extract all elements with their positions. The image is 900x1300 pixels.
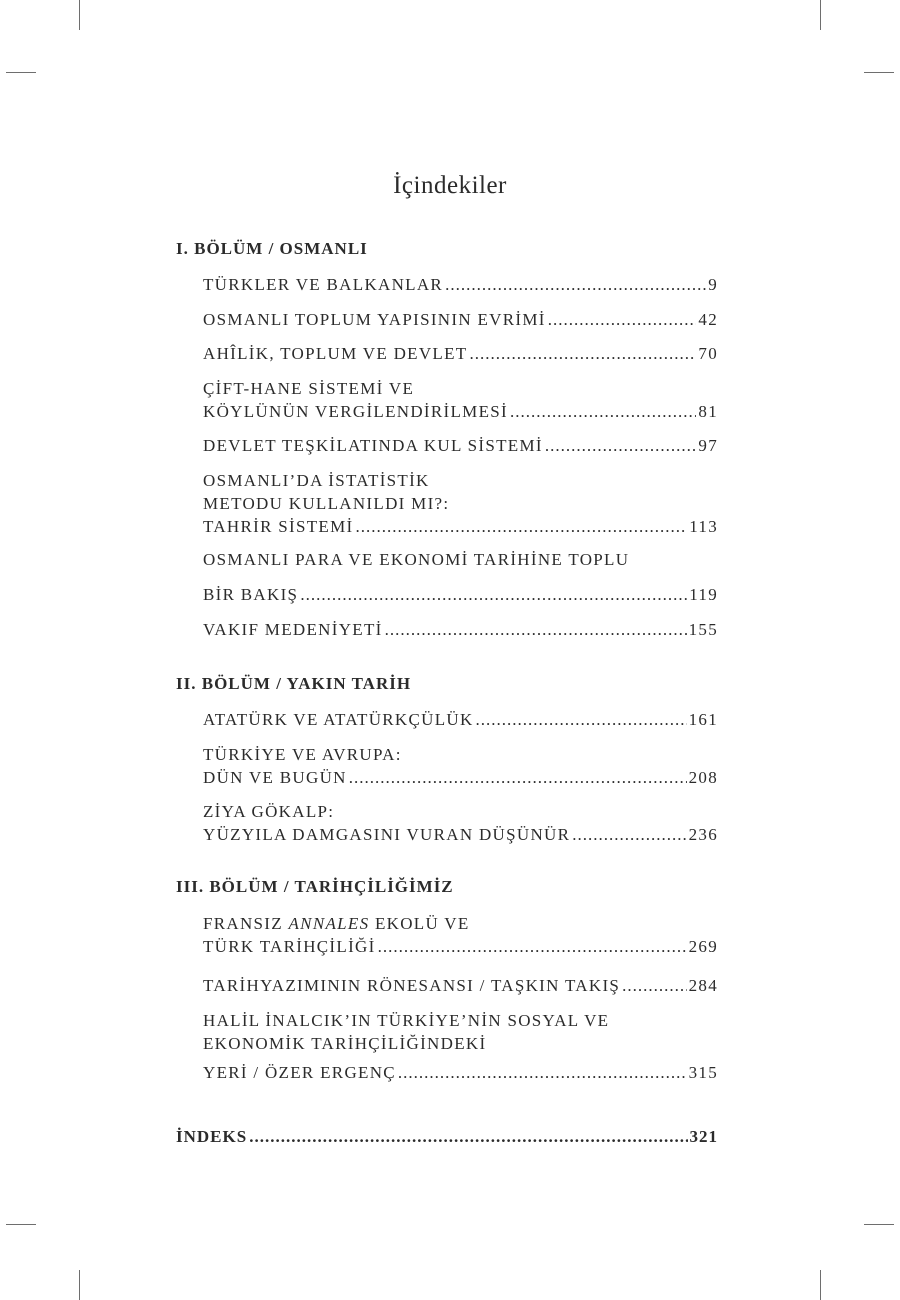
dot-leader bbox=[378, 935, 687, 958]
dot-leader bbox=[385, 618, 687, 641]
toc-entry[interactable] bbox=[203, 377, 718, 423]
entry-title-line: OSMANLI’DA İSTATİSTİK bbox=[203, 471, 430, 490]
entry-title: AHÎLİK, TOPLUM VE DEVLET bbox=[203, 344, 468, 363]
entry-title-part: FRANSIZ bbox=[203, 914, 289, 933]
crop-mark-top-right bbox=[820, 0, 821, 30]
entry-title-line: ÇİFT-HANE SİSTEMİ VE bbox=[203, 379, 415, 398]
entry-title-line: HALİL İNALCIK’IN TÜRKİYE’NİN SOSYAL VE bbox=[203, 1011, 610, 1030]
entry-title-line: ZİYA GÖKALP: bbox=[203, 802, 335, 821]
entry-title-line: TÜRKİYE VE AVRUPA: bbox=[203, 745, 402, 764]
crop-mark-left-top bbox=[6, 72, 36, 73]
page-number: 161 bbox=[688, 710, 718, 729]
page-number: 284 bbox=[688, 976, 718, 995]
crop-mark-bottom-right bbox=[820, 1270, 821, 1300]
page-number: 81 bbox=[698, 402, 718, 421]
page-number: 155 bbox=[688, 620, 718, 639]
crop-mark-right-top bbox=[864, 72, 894, 73]
page-number: 70 bbox=[698, 344, 718, 363]
toc-entry[interactable] bbox=[203, 743, 718, 789]
toc-entry[interactable] bbox=[203, 583, 718, 606]
dot-leader bbox=[249, 1127, 687, 1147]
entry-title-line: EKONOMİK TARİHÇİLİĞİNDEKİ bbox=[203, 1034, 487, 1053]
page-number: 119 bbox=[689, 585, 718, 604]
entry-title: TARİHYAZIMININ RÖNESANSI / TAŞKIN TAKIŞ bbox=[203, 976, 621, 995]
page-number: 315 bbox=[688, 1063, 718, 1082]
entry-title-line: METODU KULLANILDI MI?: bbox=[203, 494, 450, 513]
toc-entry[interactable] bbox=[203, 469, 718, 538]
entry-title: BİR BAKIŞ bbox=[203, 585, 299, 604]
page-title: İçindekiler bbox=[393, 172, 507, 199]
toc-entry[interactable] bbox=[203, 434, 718, 457]
entry-title: YÜZYILA DAMGASINI VURAN DÜŞÜNÜR bbox=[203, 825, 571, 844]
entry-title: DEVLET TEŞKİLATINDA KUL SİSTEMİ bbox=[203, 436, 543, 455]
page-number: 113 bbox=[689, 517, 718, 536]
dot-leader bbox=[349, 766, 687, 789]
crop-mark-left-bottom bbox=[6, 1224, 36, 1225]
entry-title: OSMANLI TOPLUM YAPISININ EVRİMİ bbox=[203, 310, 546, 329]
entry-title: ATATÜRK VE ATATÜRKÇÜLÜK bbox=[203, 710, 474, 729]
section-heading-osmanli: I. BÖLÜM / OSMANLI bbox=[176, 239, 368, 258]
crop-mark-bottom-left bbox=[79, 1270, 80, 1300]
page-number: 269 bbox=[688, 937, 718, 956]
dot-leader bbox=[510, 400, 696, 423]
entry-title: VAKIF MEDENİYETİ bbox=[203, 620, 383, 639]
toc-entry[interactable] bbox=[203, 1009, 718, 1055]
entry-title: DÜN VE BUGÜN bbox=[203, 768, 347, 787]
section-heading-tarihciligimiz: III. BÖLÜM / TARİHÇİLİĞİMİZ bbox=[176, 877, 454, 896]
page-number: 42 bbox=[698, 310, 718, 329]
toc-entry[interactable] bbox=[203, 1061, 718, 1084]
index-label: İNDEKS bbox=[176, 1127, 248, 1146]
toc-entry[interactable] bbox=[203, 912, 718, 958]
crop-mark-top-left bbox=[79, 0, 80, 30]
page-number: 321 bbox=[689, 1127, 718, 1146]
dot-leader bbox=[476, 708, 687, 731]
page-number: 208 bbox=[688, 768, 718, 787]
entry-title-italic: ANNALES bbox=[288, 914, 370, 933]
section-heading-yakin-tarih: II. BÖLÜM / YAKIN TARİH bbox=[176, 674, 412, 693]
entry-title: YERİ / ÖZER ERGENÇ bbox=[203, 1063, 396, 1082]
toc-entry[interactable] bbox=[203, 800, 718, 846]
dot-leader bbox=[622, 974, 686, 997]
toc-entry[interactable] bbox=[203, 708, 718, 731]
toc-entry[interactable] bbox=[203, 342, 718, 365]
page-number: 236 bbox=[688, 825, 718, 844]
entry-title: KÖYLÜNÜN VERGİLENDİRİLMESİ bbox=[203, 402, 508, 421]
toc-entry[interactable] bbox=[203, 974, 718, 997]
dot-leader bbox=[445, 273, 706, 296]
dot-leader bbox=[572, 823, 686, 846]
page-number: 97 bbox=[698, 436, 718, 455]
crop-mark-right-bottom bbox=[864, 1224, 894, 1225]
dot-leader bbox=[300, 583, 687, 606]
entry-title-line: OSMANLI PARA VE EKONOMİ TARİHİNE TOPLU bbox=[203, 550, 630, 569]
page-number: 9 bbox=[708, 275, 718, 294]
dot-leader bbox=[548, 308, 697, 331]
toc-entry[interactable] bbox=[203, 308, 718, 331]
toc-entry[interactable] bbox=[203, 548, 718, 571]
entry-title: TAHRİR SİSTEMİ bbox=[203, 517, 354, 536]
dot-leader bbox=[355, 515, 687, 538]
entry-title: TÜRKLER VE BALKANLAR bbox=[203, 275, 444, 294]
dot-leader bbox=[398, 1061, 687, 1084]
entry-title-line bbox=[203, 912, 718, 935]
toc-entry[interactable] bbox=[203, 618, 718, 641]
dot-leader bbox=[545, 434, 697, 457]
toc-entry[interactable] bbox=[203, 273, 718, 296]
toc-entry-index[interactable] bbox=[176, 1127, 718, 1147]
dot-leader bbox=[469, 342, 696, 365]
entry-title-part: EKOLÜ VE bbox=[369, 914, 470, 933]
entry-title: TÜRK TARİHÇİLİĞİ bbox=[203, 937, 376, 956]
